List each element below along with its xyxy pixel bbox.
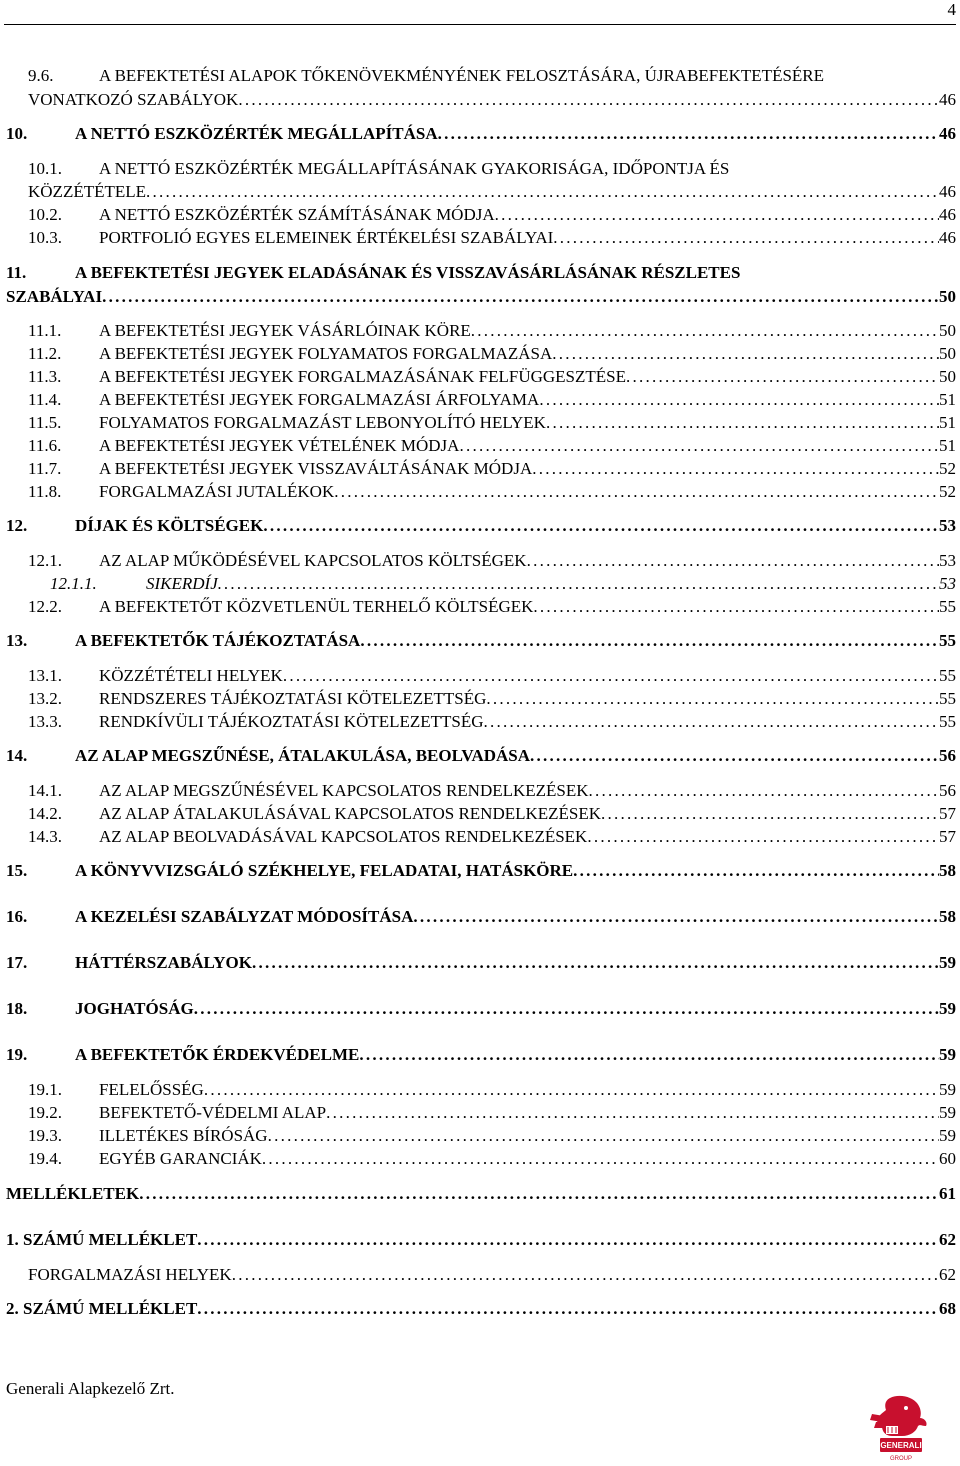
toc-leader xyxy=(486,688,939,710)
toc-title: A NETTÓ ESZKÖZÉRTÉK SZÁMÍTÁSÁNAK MÓDJA xyxy=(99,205,495,224)
toc-number: 18. xyxy=(6,999,28,1018)
toc-page: 68 xyxy=(939,1299,956,1318)
toc-number: 11.7. xyxy=(28,459,62,478)
toc-page: 59 xyxy=(939,953,956,972)
toc-title-line1: A NETTÓ ESZKÖZÉRTÉK MEGÁLLAPÍTÁSÁNAK GYAKORISÁGA, IDŐPONTJA ÉS xyxy=(99,159,730,178)
toc-page: 57 xyxy=(939,804,956,823)
toc-number: 17. xyxy=(6,953,28,972)
toc-number: 16. xyxy=(6,907,28,926)
toc-number: 9.6. xyxy=(28,66,54,85)
toc-title-line1: A BEFEKTETÉSI ALAPOK TŐKENÖVEKMÉNYÉNEK FELOSZTÁSÁRA, ÚJRABEFEKTETÉSÉRE xyxy=(99,66,825,85)
toc-leader xyxy=(146,181,939,203)
toc-page: 59 xyxy=(939,1103,956,1122)
toc-number: 14.2. xyxy=(28,804,62,823)
toc-leader xyxy=(587,826,939,848)
toc-leader xyxy=(326,1102,939,1124)
toc-number: 11.5. xyxy=(28,413,62,432)
toc-number: 12.2. xyxy=(28,597,62,616)
toc-leader xyxy=(553,227,939,249)
toc-title: RENDKÍVÜLI TÁJÉKOZTATÁSI KÖTELEZETTSÉG xyxy=(99,712,484,731)
toc-page: 59 xyxy=(939,1126,956,1145)
toc-leader xyxy=(601,803,939,825)
toc-number: 13.1. xyxy=(28,666,62,685)
toc-page: 59 xyxy=(939,999,956,1018)
toc-leader xyxy=(530,745,939,767)
toc-leader xyxy=(626,366,939,388)
toc-page: 58 xyxy=(939,907,956,926)
toc-leader xyxy=(359,1044,939,1066)
toc-number: 14.1. xyxy=(28,781,62,800)
toc-leader xyxy=(102,286,939,308)
toc-page: 60 xyxy=(939,1149,956,1168)
toc-number: 19.3. xyxy=(28,1126,62,1145)
toc-number: 13.2. xyxy=(28,689,62,708)
toc-title: JOGHATÓSÁG xyxy=(75,999,194,1018)
toc-title: SZABÁLYAI xyxy=(6,287,103,306)
toc-leader xyxy=(139,1183,939,1205)
toc-number: 10.3. xyxy=(28,228,62,247)
toc-page: 46 xyxy=(939,228,956,247)
toc-number: 12.1.1. xyxy=(50,574,97,593)
toc-page: 55 xyxy=(939,597,956,616)
toc-title: MELLÉKLETEK xyxy=(6,1184,140,1203)
toc-page: 56 xyxy=(939,746,956,765)
toc-page: 50 xyxy=(939,344,956,363)
toc-leader xyxy=(360,630,939,652)
logo-text: GENERALI xyxy=(880,1441,922,1450)
toc-leader xyxy=(263,515,939,537)
toc-number: 13. xyxy=(6,631,28,650)
toc-title: FELELŐSSÉG xyxy=(99,1080,204,1099)
toc-page: 55 xyxy=(939,689,956,708)
toc-title: A NETTÓ ESZKÖZÉRTÉK MEGÁLLAPÍTÁSA xyxy=(75,124,438,143)
toc-title: A BEFEKTETÉSI JEGYEK FORGALMAZÁSÁNAK FELFÜGGESZTÉSE xyxy=(99,367,627,386)
toc-title: VONATKOZÓ SZABÁLYOK xyxy=(28,90,239,109)
toc-leader xyxy=(218,573,939,595)
toc-page: 51 xyxy=(939,436,956,455)
toc-leader xyxy=(204,1079,939,1101)
toc-number: 11.8. xyxy=(28,482,62,501)
toc-number: 11.4. xyxy=(28,390,62,409)
toc-page: 50 xyxy=(939,321,956,340)
toc-leader xyxy=(232,1264,939,1286)
toc-title: 2. SZÁMÚ MELLÉKLET xyxy=(6,1299,198,1318)
toc-number: 12.1. xyxy=(28,551,62,570)
toc-leader xyxy=(268,1125,939,1147)
page-number: 4 xyxy=(947,0,956,19)
toc-title: AZ ALAP MEGSZŰNÉSE, ÁTALAKULÁSA, BEOLVADÁSA xyxy=(75,746,531,765)
toc-leader xyxy=(438,123,939,145)
toc-page: 57 xyxy=(939,827,956,846)
toc-number: 10.2. xyxy=(28,205,62,224)
toc-title: AZ ALAP MEGSZŰNÉSÉVEL KAPCSOLATOS RENDELKEZÉSEK xyxy=(99,781,589,800)
toc-title: AZ ALAP BEOLVADÁSÁVAL KAPCSOLATOS RENDELKEZÉSEK xyxy=(99,827,588,846)
toc-title: HÁTTÉRSZABÁLYOK xyxy=(75,953,252,972)
toc-leader xyxy=(589,780,939,802)
toc-leader xyxy=(546,412,939,434)
toc-number: 11.6. xyxy=(28,436,62,455)
toc-page: 53 xyxy=(939,551,956,570)
toc-number: 19.4. xyxy=(28,1149,62,1168)
generali-lion-logo-icon xyxy=(862,1392,940,1464)
toc-title: A BEFEKTETÉSI JEGYEK VISSZAVÁLTÁSÁNAK MÓDJA xyxy=(99,459,533,478)
toc-leader xyxy=(495,204,939,226)
toc-page: 53 xyxy=(939,516,956,535)
toc-title: AZ ALAP MŰKÖDÉSÉVEL KAPCSOLATOS KÖLTSÉGEK xyxy=(99,551,527,570)
toc-page: 46 xyxy=(939,205,956,224)
toc-leader xyxy=(484,711,939,733)
toc-title: DÍJAK ÉS KÖLTSÉGEK xyxy=(75,516,264,535)
toc-number: 10.1. xyxy=(28,159,62,178)
toc-number: 11.1. xyxy=(28,321,62,340)
toc-leader xyxy=(194,998,939,1020)
toc-title: FORGALMAZÁSI HELYEK xyxy=(28,1265,232,1284)
toc-number: 19.1. xyxy=(28,1080,62,1099)
toc-title-line1: A BEFEKTETÉSI JEGYEK ELADÁSÁNAK ÉS VISSZAVÁSÁRLÁSÁNAK RÉSZLETES xyxy=(75,263,741,282)
toc-leader xyxy=(197,1298,939,1320)
toc-title: KÖZZÉTÉTELI HELYEK xyxy=(99,666,283,685)
toc-title: FORGALMAZÁSI JUTALÉKOK xyxy=(99,482,335,501)
toc-number: 14.3. xyxy=(28,827,62,846)
toc-leader xyxy=(527,550,939,572)
toc-page: 53 xyxy=(939,574,956,593)
toc-title: A BEFEKTETŐT KÖZVETLENÜL TERHELŐ KÖLTSÉGEK xyxy=(99,597,534,616)
toc-title: A KEZELÉSI SZABÁLYZAT MÓDOSÍTÁSA xyxy=(75,907,414,926)
logo-subtext: GROUP xyxy=(889,1456,913,1462)
toc-title: A KÖNYVVIZSGÁLÓ SZÉKHELYE, FELADATAI, HATÁSKÖRE xyxy=(75,861,574,880)
toc-title: A BEFEKTETŐK ÉRDEKVÉDELME xyxy=(75,1045,360,1064)
toc-page: 56 xyxy=(939,781,956,800)
toc-leader xyxy=(252,952,939,974)
toc-number: 19. xyxy=(6,1045,28,1064)
toc-page: 46 xyxy=(939,124,956,143)
toc-page: 52 xyxy=(939,482,956,501)
toc-leader xyxy=(334,481,939,503)
toc-number: 10. xyxy=(6,124,28,143)
toc-leader xyxy=(532,458,939,480)
toc-number: 13.3. xyxy=(28,712,62,731)
toc-page: 55 xyxy=(939,712,956,731)
toc-title: KÖZZÉTÉTELE xyxy=(28,182,147,201)
toc-title: 1. SZÁMÚ MELLÉKLET xyxy=(6,1230,198,1249)
toc-number: 11.3. xyxy=(28,367,62,386)
toc-page: 50 xyxy=(939,287,956,306)
toc-title: AZ ALAP ÁTALAKULÁSÁVAL KAPCSOLATOS RENDELKEZÉSEK xyxy=(99,804,602,823)
toc-page: 58 xyxy=(939,861,956,880)
toc-page: 51 xyxy=(939,390,956,409)
toc-page: 46 xyxy=(939,182,956,201)
toc-page: 62 xyxy=(939,1265,956,1284)
toc-leader xyxy=(573,860,939,882)
toc-title: EGYÉB GARANCIÁK xyxy=(99,1149,262,1168)
toc-page: 50 xyxy=(939,367,956,386)
footer-company-name: Generali Alapkezelő Zrt. xyxy=(6,1379,175,1398)
toc-number: 19.2. xyxy=(28,1103,62,1122)
toc-leader xyxy=(533,596,939,618)
toc-title: ILLETÉKES BÍRÓSÁG xyxy=(99,1126,268,1145)
toc-leader xyxy=(238,89,939,111)
toc-title: A BEFEKTETÉSI JEGYEK FORGALMAZÁSI ÁRFOLYAMA xyxy=(99,390,540,409)
toc-leader xyxy=(459,435,939,457)
toc-number: 11.2. xyxy=(28,344,62,363)
toc-number: 12. xyxy=(6,516,28,535)
toc-leader xyxy=(197,1229,939,1251)
toc-leader xyxy=(262,1148,939,1170)
toc-title: SIKERDÍJ xyxy=(146,574,218,593)
toc-title: A BEFEKTETÉSI JEGYEK VÉTELÉNEK MÓDJA xyxy=(99,436,460,455)
toc-number: 11. xyxy=(6,263,27,282)
toc-page: 55 xyxy=(939,666,956,685)
toc-number: 15. xyxy=(6,861,28,880)
toc-leader xyxy=(283,665,939,687)
toc-title: A BEFEKTETÉSI JEGYEK FOLYAMATOS FORGALMAZÁSA xyxy=(99,344,553,363)
toc-page: 61 xyxy=(939,1184,956,1203)
toc-number: 14. xyxy=(6,746,28,765)
toc-title: BEFEKTETŐ-VÉDELMI ALAP xyxy=(99,1103,327,1122)
toc-page: 46 xyxy=(939,90,956,109)
toc-leader xyxy=(539,389,939,411)
toc-leader xyxy=(552,343,939,365)
toc-page: 59 xyxy=(939,1080,956,1099)
toc-page: 52 xyxy=(939,459,956,478)
toc-page: 59 xyxy=(939,1045,956,1064)
toc-title: RENDSZERES TÁJÉKOZTATÁSI KÖTELEZETTSÉG xyxy=(99,689,487,708)
toc-title: PORTFOLIÓ EGYES ELEMEINEK ÉRTÉKELÉSI SZABÁLYAI xyxy=(99,228,554,247)
toc-leader xyxy=(413,906,939,928)
toc-page: 51 xyxy=(939,413,956,432)
toc-page: 62 xyxy=(939,1230,956,1249)
toc-page: 55 xyxy=(939,631,956,650)
toc-title: A BEFEKTETŐK TÁJÉKOZTATÁSA xyxy=(75,631,361,650)
toc-title: A BEFEKTETÉSI JEGYEK VÁSÁRLÓINAK KÖRE xyxy=(99,321,471,340)
toc-leader xyxy=(471,320,939,342)
toc-title: FOLYAMATOS FORGALMAZÁST LEBONYOLÍTÓ HELYEK xyxy=(99,413,546,432)
